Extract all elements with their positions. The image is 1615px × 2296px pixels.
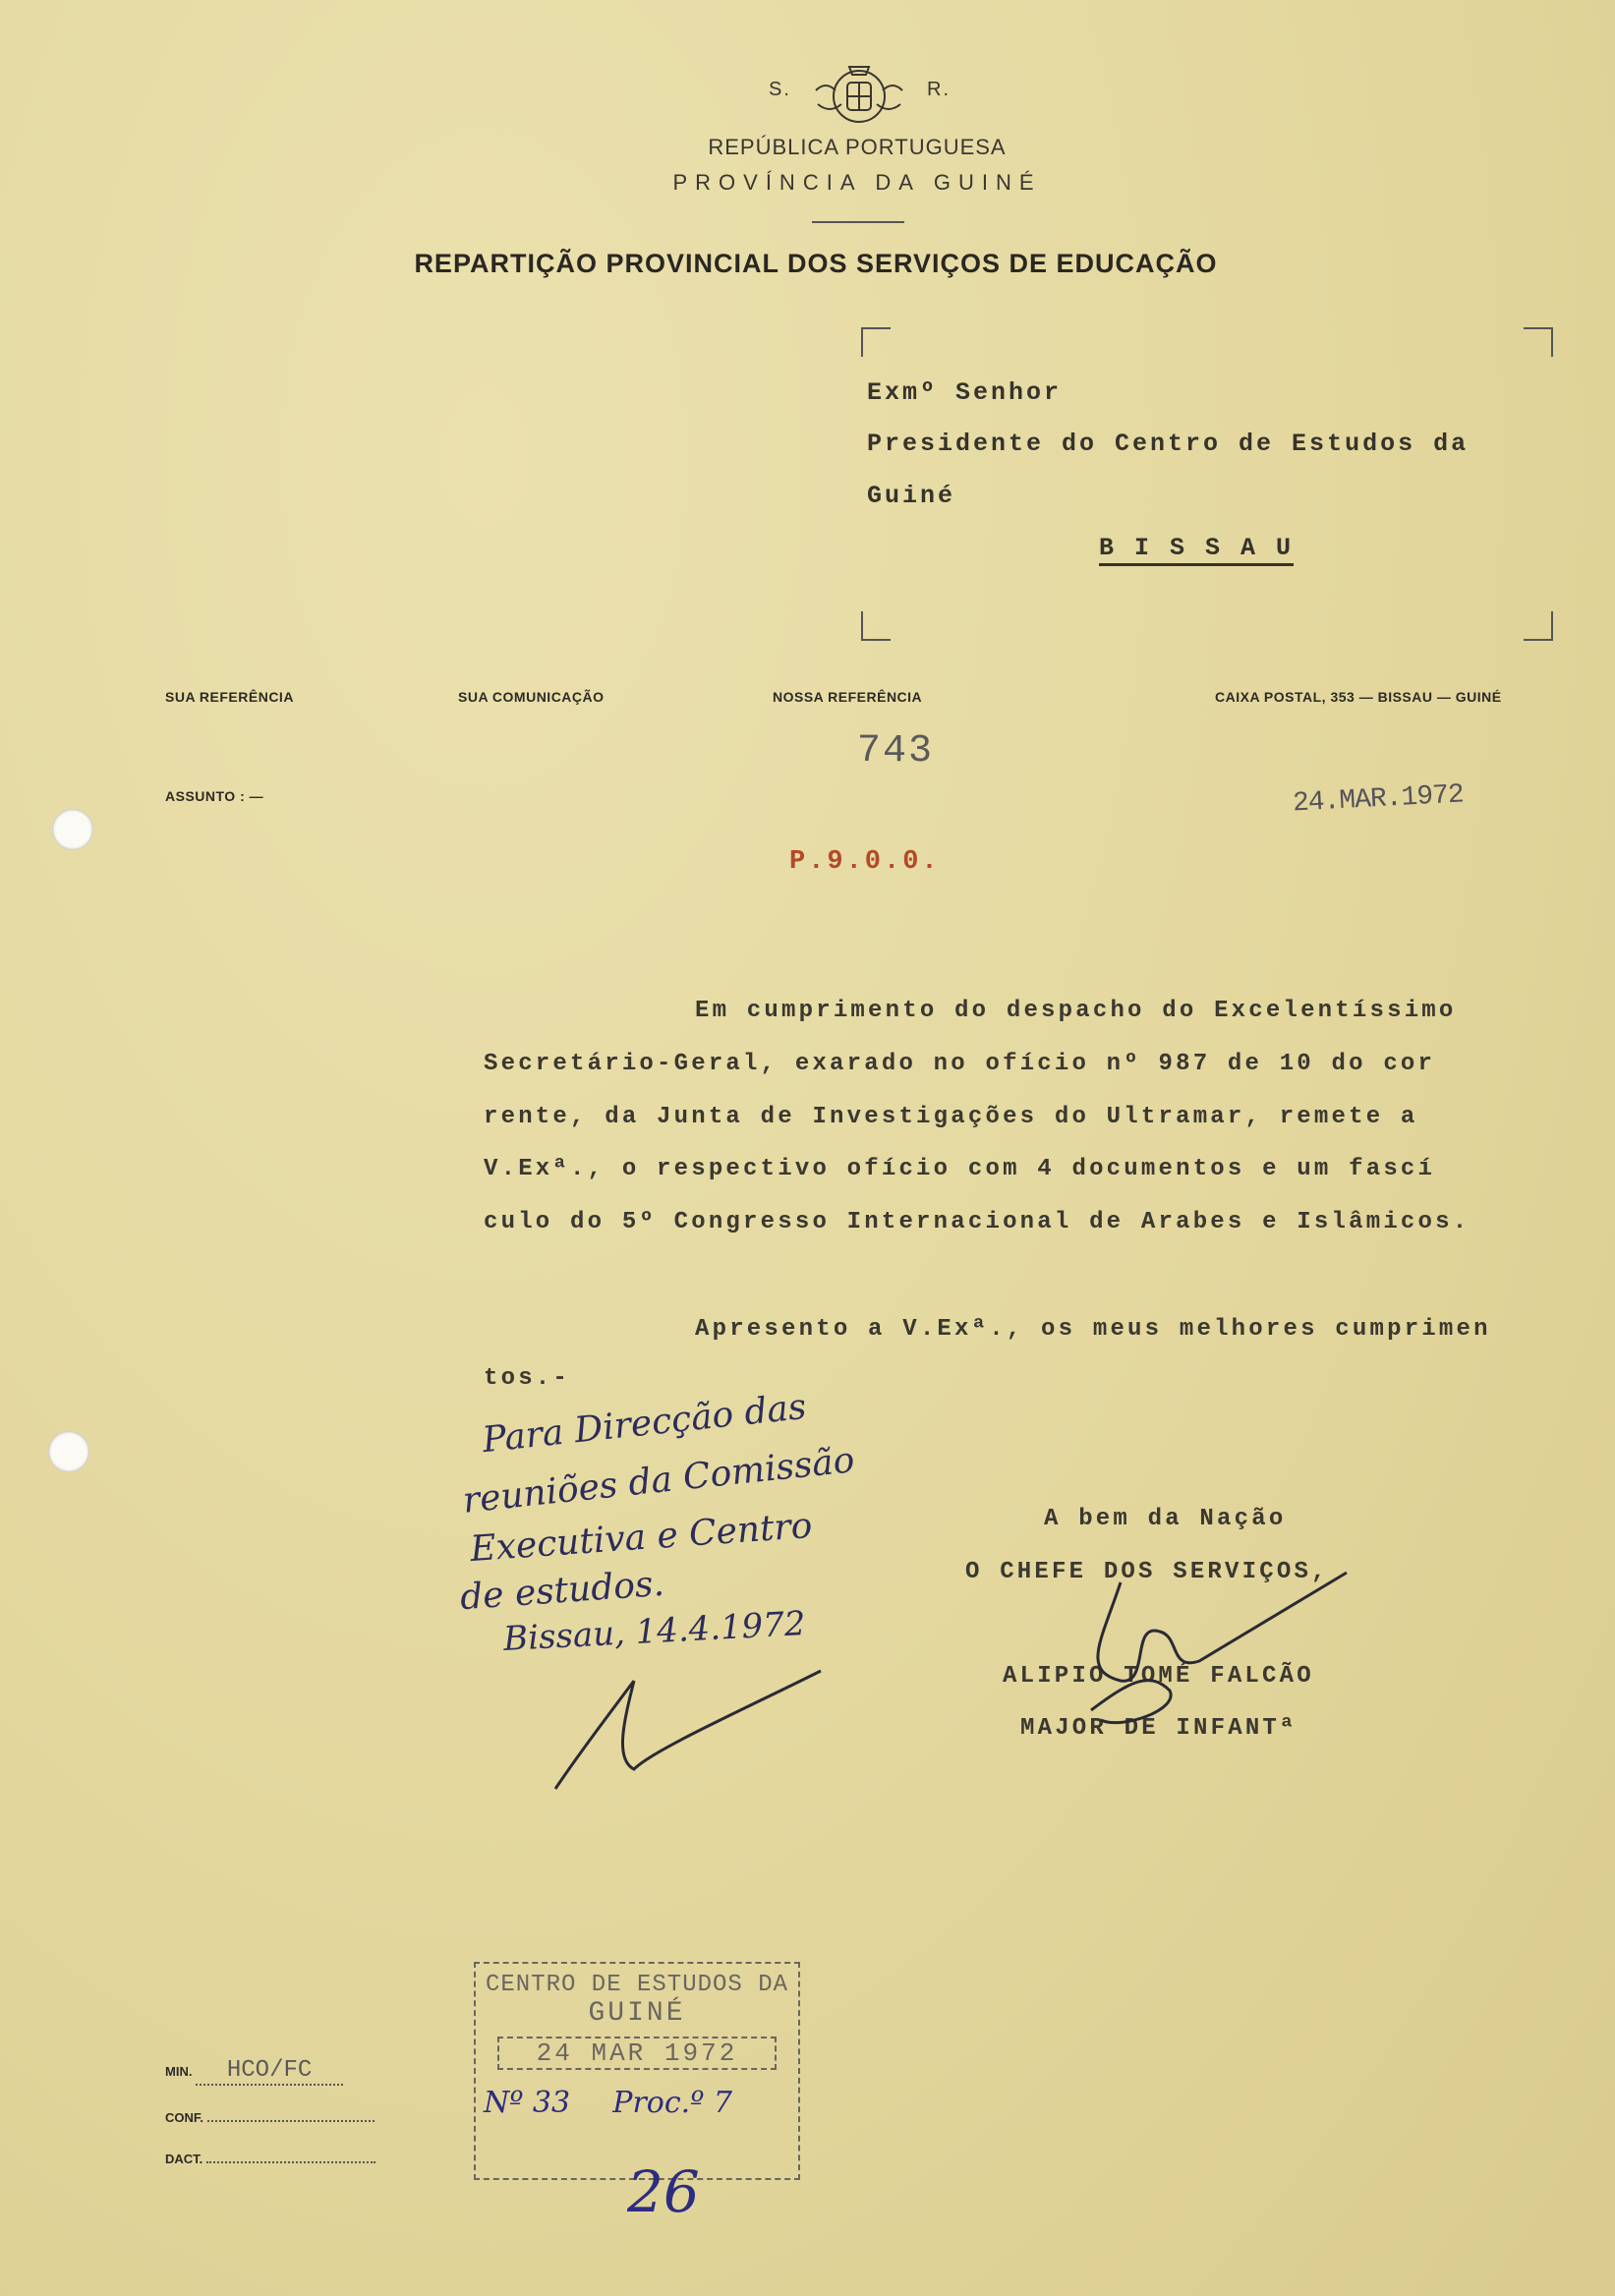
- body-line-5: culo do 5º Congresso Internacional de Arabes e Islâmicos.: [484, 1209, 1471, 1235]
- coat-of-arms-icon: [812, 55, 906, 130]
- handwritten-note-line-5: Bissau, 14.4.1972: [502, 1603, 807, 1660]
- min-value: [196, 2057, 343, 2086]
- stamp-number: Nº 33: [484, 2086, 571, 2120]
- min-label: MIN.: [165, 2064, 193, 2079]
- r-letter: R.: [927, 79, 951, 100]
- signature-scribble-icon: [1062, 1563, 1356, 1740]
- stamp-process: Proc.º 7: [612, 2086, 732, 2120]
- conf-line: [207, 2106, 375, 2122]
- process-code: P.9.0.0.: [789, 847, 941, 877]
- header-divider: [812, 221, 904, 223]
- conf-label: CONF.: [165, 2110, 203, 2125]
- address-corner-tr: [1524, 327, 1553, 357]
- body-line-3: rente, da Junta de Investigações do Ultramar, remete a: [484, 1104, 1418, 1130]
- handwritten-note-line-4: de estudos.: [458, 1563, 666, 1619]
- body-line-1: Em cumprimento do despacho do Excelentíssimo: [695, 998, 1457, 1024]
- reference-date-stamp: 24.MAR.1972: [1292, 779, 1465, 820]
- dact-label: DACT.: [165, 2152, 203, 2166]
- addressee-title: Presidente do Centro de Estudos da: [867, 430, 1470, 458]
- min-value-text: HCO/FC: [226, 2057, 313, 2084]
- handwritten-note-line-1: Para Direcção das: [480, 1386, 809, 1462]
- assunto-label: ASSUNTO : —: [165, 788, 264, 804]
- stamp-date-text: 24 MAR 1972: [536, 2038, 738, 2068]
- s-letter: S.: [769, 79, 791, 100]
- addressee-city: B I S S A U: [1099, 534, 1294, 566]
- department-heading: REPARTIÇÃO PROVINCIAL DOS SERVIÇOS DE EDUCAÇÃO: [414, 249, 1218, 278]
- signatory-name: ALIPIO TOMÉ FALCÃO: [1003, 1663, 1314, 1690]
- address-corner-bl: [861, 611, 891, 641]
- sua-comunicacao-label: SUA COMUNICAÇÃO: [458, 689, 605, 705]
- addressee-title-cont: Guiné: [867, 482, 956, 510]
- stamp-ref-row: [476, 2086, 798, 2120]
- address-corner-br: [1524, 611, 1553, 641]
- dact-row: [165, 2148, 375, 2166]
- reference-number: 743: [857, 729, 935, 774]
- addressee-salutation: Exmº Senhor: [867, 378, 1063, 407]
- stamp-place: GUINÉ: [588, 1998, 686, 2029]
- body-line-6: Apresento a V.Exª., os meus melhores cumprimen: [695, 1316, 1491, 1343]
- closing-phrase: A bem da Nação: [1044, 1506, 1287, 1532]
- caixa-postal-label: CAIXA POSTAL, 353 — BISSAU — GUINÉ: [1215, 689, 1502, 705]
- republic-heading: REPÚBLICA PORTUGUESA: [708, 135, 1007, 159]
- dact-line: [206, 2148, 375, 2163]
- nossa-referencia-label: NOSSA REFERÊNCIA: [773, 689, 923, 705]
- initials-scribble-icon: [546, 1661, 840, 1799]
- conf-row: [165, 2106, 375, 2125]
- body-line-4: V.Exª., o respectivo ofício com 4 documentos e um fascí: [484, 1156, 1436, 1182]
- stamp-handwritten-number: 26: [627, 2158, 700, 2225]
- received-stamp: [474, 1962, 800, 2180]
- stamp-date: [497, 2037, 777, 2070]
- body-line-2: Secretário-Geral, exarado no ofício nº 987 de 10 do cor: [484, 1051, 1436, 1077]
- sua-referencia-label: SUA REFERÊNCIA: [165, 689, 294, 705]
- handwritten-note-line-2: reuniões da Comissão: [460, 1440, 857, 1521]
- body-line-7: tos.-: [484, 1365, 571, 1392]
- signatory-title: O CHEFE DOS SERVIÇOS,: [965, 1559, 1329, 1585]
- handwritten-note-line-3: Executiva e Centro: [468, 1505, 814, 1571]
- stamp-institution: CENTRO DE ESTUDOS DA: [485, 1972, 789, 1998]
- min-row: [165, 2057, 343, 2086]
- signatory-rank: MAJOR DE INFANTª: [1020, 1715, 1298, 1742]
- punch-hole-top: [52, 809, 93, 850]
- punch-hole-bottom: [48, 1431, 89, 1472]
- address-corner-tl: [861, 327, 891, 357]
- province-heading: PROVÍNCIA DA GUINÉ: [672, 170, 1042, 195]
